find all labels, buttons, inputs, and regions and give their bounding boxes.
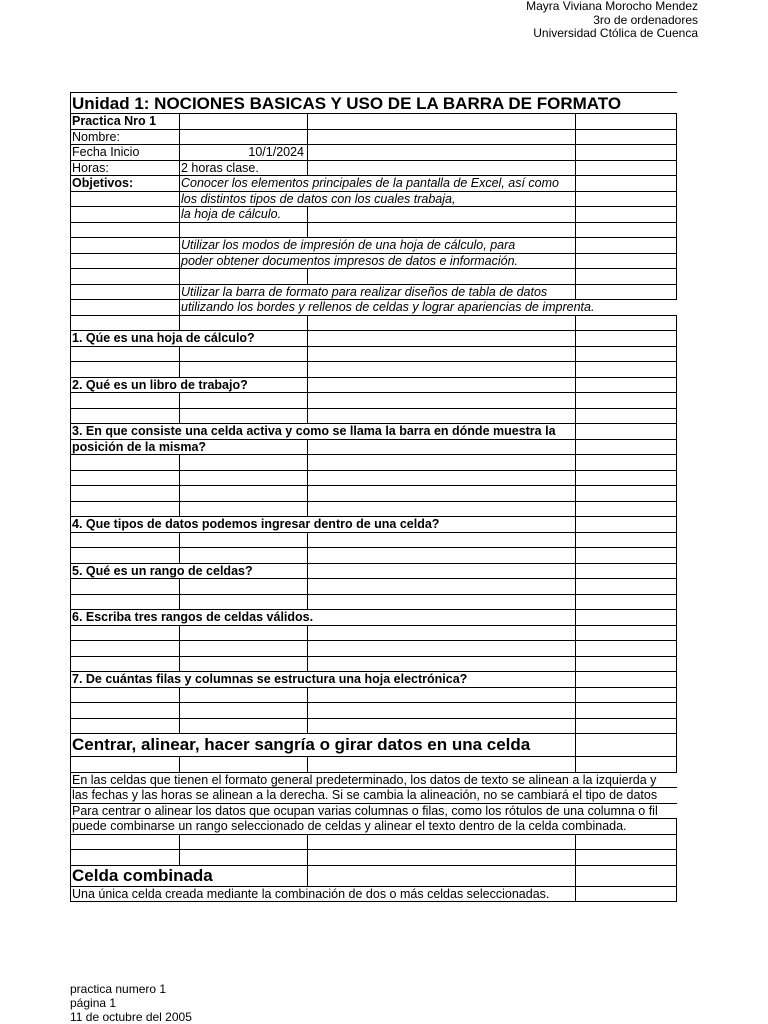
page-footer xyxy=(70,982,192,1024)
objective-line: poder obtener documentos impresos de datos e información. xyxy=(180,254,575,269)
align-text-line: En las celdas que tienen el formato general predeterminado, los datos de texto se alinean a la izquierda y xyxy=(71,773,677,788)
table-row xyxy=(70,207,677,223)
footer-practice: practica numero 1 xyxy=(70,982,167,996)
table-row xyxy=(70,626,677,642)
course-name: 3ro de ordenadores xyxy=(593,12,698,27)
table-row xyxy=(70,455,677,471)
section-merge-title: Celda combinada xyxy=(71,866,307,886)
table-row xyxy=(70,176,677,192)
table-row xyxy=(70,579,677,595)
section-align-title: Centrar, alinear, hacer sangría o girar datos en una celda xyxy=(71,734,575,756)
table-row xyxy=(70,819,677,835)
university-name: Universidad Ctólica de Cuenca xyxy=(533,26,698,40)
table-row xyxy=(70,486,677,502)
table-row xyxy=(70,502,677,518)
table-row xyxy=(70,285,677,301)
question-6: 6. Escriba tres rangos de celdas válidos. xyxy=(71,610,575,625)
table-row xyxy=(70,703,677,719)
table-row xyxy=(70,788,677,804)
hours-label: Horas: xyxy=(71,161,178,176)
table-row xyxy=(70,672,677,688)
table-row xyxy=(70,657,677,673)
footer-page-number: página 1 xyxy=(70,996,117,1010)
table-row xyxy=(70,114,677,130)
table-row xyxy=(70,409,677,425)
table-row xyxy=(70,866,677,887)
table-row xyxy=(70,641,677,657)
hours-value: 2 horas clase. xyxy=(180,161,307,176)
table-row xyxy=(70,254,677,270)
question-3: 3. En que consiste una celda activa y como se llama la barra en dónde muestra la xyxy=(71,424,575,439)
table-row xyxy=(70,378,677,394)
title-row xyxy=(70,92,677,114)
table-row xyxy=(70,595,677,611)
author-name: Mayra Viviana Morocho Mendez xyxy=(526,0,698,13)
objective-line: Utilizar la barra de formato para realizar diseños de tabla de datos xyxy=(180,285,575,300)
table-row xyxy=(70,300,677,316)
align-text-line: Para centrar o alinear los datos que ocupan varias columnas o filas, como los rótulos de una columna o fil xyxy=(71,804,677,819)
table-row xyxy=(70,835,677,851)
practice-label: Practica Nro 1 xyxy=(71,114,178,129)
table-row xyxy=(70,238,677,254)
footer-date: 11 de octubre del 2005 xyxy=(70,1010,192,1024)
align-text-line: las fechas y las horas se alinean a la derecha. Si se cambia la alineación, no se cambiará el tipo de datos xyxy=(71,788,677,803)
question-7: 7. De cuántas filas y columnas se estructura una hoja electrónica? xyxy=(71,672,575,687)
start-date-label: Fecha Inicio xyxy=(71,145,178,160)
question-3-continued: posición de la misma? xyxy=(71,440,307,455)
table-row xyxy=(70,440,677,456)
table-row xyxy=(70,316,677,332)
worksheet xyxy=(70,92,677,902)
objectives-label: Objetivos: xyxy=(71,176,178,191)
table-row xyxy=(70,269,677,285)
merge-text: Una única celda creada mediante la combinación de dos o más celdas seleccionadas. xyxy=(71,887,575,902)
question-5: 5. Qué es un rango de celdas? xyxy=(71,564,307,579)
question-1: 1. Qúe es una hoja de cálculo? xyxy=(71,331,307,346)
table-row xyxy=(70,471,677,487)
table-row xyxy=(70,331,677,347)
objective-line: Utilizar los modos de impresión de una hoja de cálculo, para xyxy=(180,238,575,253)
page-header xyxy=(526,0,698,41)
table-row xyxy=(70,773,677,789)
table-row xyxy=(70,362,677,378)
table-row xyxy=(70,757,677,773)
table-row xyxy=(70,804,677,820)
table-row xyxy=(70,192,677,208)
table-row xyxy=(70,223,677,239)
question-2: 2. Qué es un libro de trabajo? xyxy=(71,378,307,393)
table-row xyxy=(70,533,677,549)
table-row xyxy=(70,130,677,146)
objective-line: los distintos tipos de datos con los cuales trabaja, xyxy=(180,192,575,207)
objective-line: la hoja de cálculo. xyxy=(180,207,307,222)
table-row xyxy=(70,887,677,903)
objective-line: Conocer los elementos principales de la pantalla de Excel, así como xyxy=(180,176,575,191)
sheet-title: Unidad 1: NOCIONES BASICAS Y USO DE LA BARRA DE FORMATO xyxy=(71,93,677,113)
table-row xyxy=(70,424,677,440)
name-label: Nombre: xyxy=(71,130,178,145)
table-row xyxy=(70,145,677,161)
table-row xyxy=(70,719,677,735)
table-row xyxy=(70,734,677,757)
table-row xyxy=(70,393,677,409)
table-row xyxy=(70,548,677,564)
table-row xyxy=(70,564,677,580)
table-row xyxy=(70,161,677,177)
table-row xyxy=(70,347,677,363)
table-row xyxy=(70,688,677,704)
question-4: 4. Que tipos de datos podemos ingresar dentro de una celda? xyxy=(71,517,575,532)
align-text-line: puede combinarse un rango seleccionado de celdas y alinear el texto dentro de la celda combinada. xyxy=(71,819,675,834)
start-date-value: 10/1/2024 xyxy=(180,145,306,160)
table-row xyxy=(70,850,677,866)
objective-line: utilizando los bordes y rellenos de celdas y lograr apariencias de imprenta. xyxy=(180,300,677,315)
table-row xyxy=(70,517,677,533)
table-row xyxy=(70,610,677,626)
